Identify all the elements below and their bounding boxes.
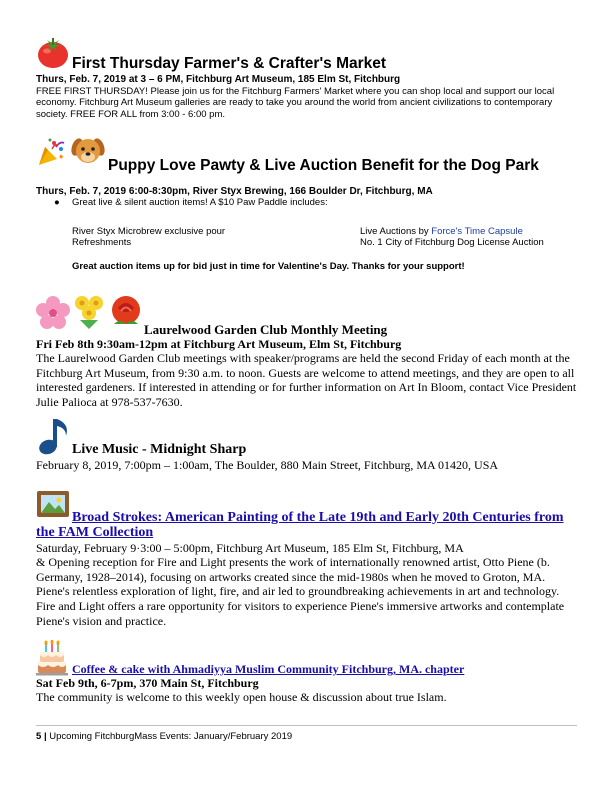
includes-right-1 — [360, 226, 523, 237]
broad-strokes-details: Saturday, February 9·3:00 – 5:00pm, Fitchburg Art Museum, 185 Elm St, Fitchburg, MA — [36, 541, 464, 555]
dog-icon — [70, 134, 106, 166]
broad-strokes-link[interactable]: Broad Strokes: American Painting of the Late 19th and Early 20th Centuries from the FAM Collection — [36, 510, 564, 540]
farmers-market-description: FREE FIRST THURSDAY! Please join us for the Fitchburg Farmers' Market where you can shop local and support our local economy. Fitchburg Art Museum galleries are ready to take you around the world from ancient civilizations to contemporary society. FREE FOR ALL from 3:00 - 6:00 pm. — [36, 86, 555, 120]
garden-club-title: Laurelwood Garden Club Monthly Meeting — [144, 322, 388, 337]
garden-club-description: The Laurelwood Garden Club meetings with speaker/programs are held the second Friday of each month at the Fitchburg Art Museum, from 9:30 a.m. to noon. Guests are welcome to attend meetings, and they are open to all interested gardeners. If interested in attending or for further information on Art In Bloom, contact Vice President Julie Palioca at 978-537-7630. — [36, 351, 577, 410]
puppy-love-bullet-text: Great live & silent auction items! A $10 Paw Paddle includes: — [72, 197, 328, 208]
auction-prefix: Live Auctions by — [360, 226, 432, 237]
page-number: 5 — [36, 731, 42, 742]
includes-left-1: River Styx Microbrew exclusive pour — [72, 226, 226, 237]
puppy-love-bullet — [54, 197, 328, 208]
birthday-cake-icon — [36, 640, 68, 676]
includes-right-2: No. 1 City of Fitchburg Dog License Auction — [360, 237, 544, 248]
coffee-cake-link[interactable]: Coffee & cake with Ahmadiyya Muslim Community Fitchburg, MA. chapter — [72, 662, 465, 676]
footer-text: Upcoming FitchburgMass Events: January/February 2019 — [49, 731, 293, 742]
puppy-love-subtitle: Thurs, Feb. 7, 2019 6:00-8:30pm, River Styx Brewing, 166 Boulder Dr, Fitchburg, MA — [36, 186, 433, 197]
footer-divider — [36, 725, 577, 726]
flower-bouquet-icon — [72, 294, 106, 330]
footer-separator: | — [43, 731, 47, 742]
music-note-icon — [36, 416, 72, 456]
cherry-blossom-icon — [36, 296, 70, 330]
live-music-details: February 8, 2019, 7:00pm – 1:00am, The Boulder, 880 Main Street, Fitchburg, MA 01420, USA — [36, 458, 499, 472]
puppy-love-title: Puppy Love Pawty & Live Auction Benefit for the Dog Park — [108, 157, 539, 174]
page-footer — [36, 731, 292, 742]
coffee-cake-description: The community is welcome to this weekly open house & discussion about true Islam. — [36, 690, 447, 704]
puppy-love-closing: Great auction items up for bid just in time for Valentine's Day. Thanks for your support! — [72, 261, 465, 272]
force-time-capsule-link[interactable]: Force's Time Capsule — [431, 226, 523, 237]
tomato-icon — [36, 36, 70, 70]
bullet-dot: ● — [54, 197, 60, 208]
broad-strokes-description: & Opening reception for Fire and Light presents the work of internationally renowned artist, Otto Piene (b. Germany, 1928–2014), focusing on artworks created since the mid-1980s when he moved to Groton, MA. Piene's relentless exploration of light, fire, and air led to groundbreaking achievements in art and technology. Fire and Light offers a rare opportunity for visitors to experience Piene's immersive artworks and contemplate Piene's vision and practice. — [36, 555, 565, 628]
includes-left-2: Refreshments — [72, 237, 132, 248]
farmers-market-subtitle: Thurs, Feb. 7, 2019 at 3 – 6 PM, Fitchburg Art Museum, 185 Elm St, Fitchburg — [36, 74, 401, 85]
party-popper-icon — [36, 137, 66, 167]
farmers-market-title: First Thursday Farmer's & Crafter's Market — [72, 55, 387, 72]
garden-club-subtitle: Fri Feb 8th 9:30am-12pm at Fitchburg Art Museum, Elm St, Fitchburg — [36, 337, 402, 351]
rose-icon — [108, 294, 144, 330]
coffee-cake-subtitle: Sat Feb 9th, 6-7pm, 370 Main St, Fitchburg — [36, 676, 259, 690]
live-music-title: Live Music - Midnight Sharp — [72, 442, 247, 457]
